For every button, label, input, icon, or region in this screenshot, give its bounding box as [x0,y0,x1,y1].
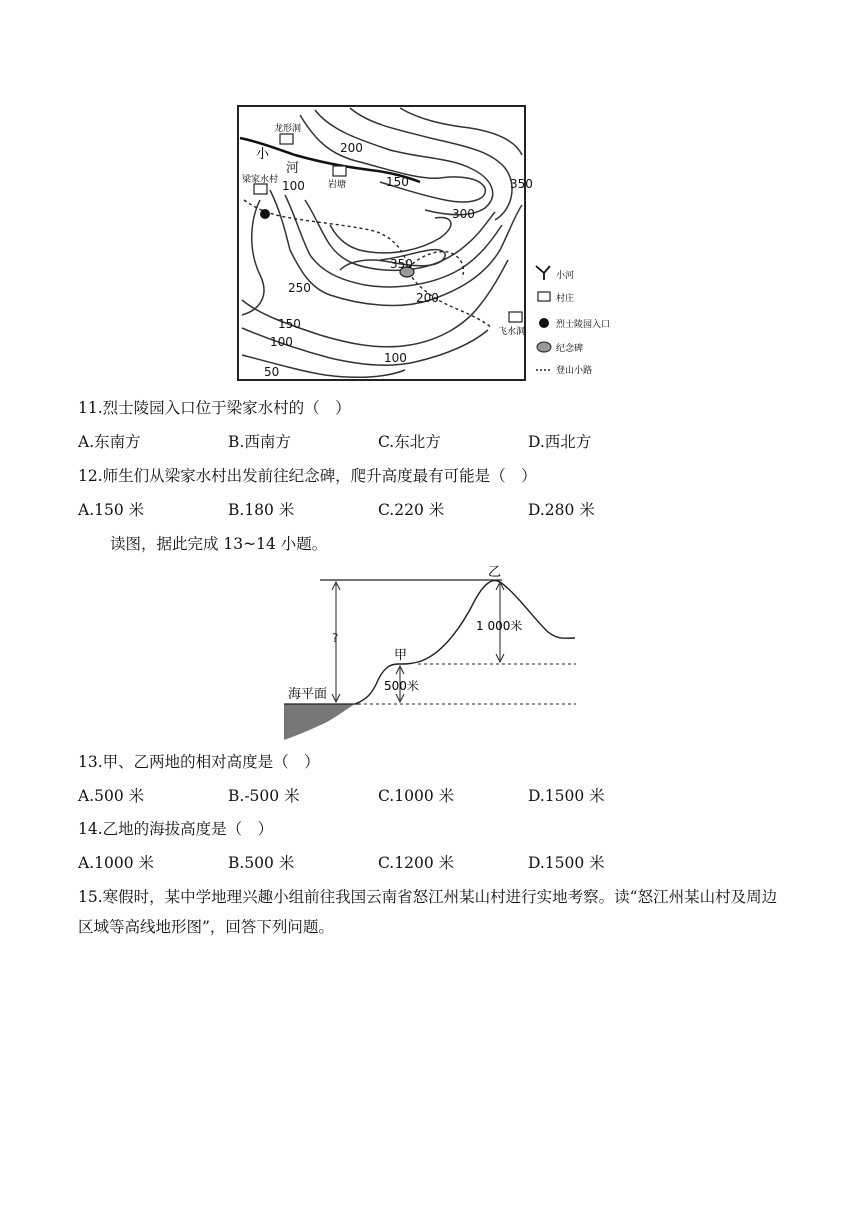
svg-text:200: 200 [340,141,363,155]
contour-line [315,110,493,215]
svg-text:200: 200 [416,291,439,305]
option-c: C.东北方 [378,433,441,451]
question-14-stem: 14.乙地的海拔高度是（ ） [78,820,274,838]
contour-map [230,100,630,386]
question-12-stem: 12.师生们从梁家水村出发前往纪念碑，爬升高度最有可能是（ ） [78,467,537,485]
unknown-height-label: ? [332,631,339,645]
river-icon [536,266,550,280]
option-b: B.-500 米 [228,787,300,805]
legend-label: 烈士陵园入口 [556,320,611,330]
option-c: C.1200 米 [378,854,455,872]
contour-line [400,108,522,155]
option-a: A.1000 米 [78,854,154,872]
mountain-trail [408,252,463,278]
svg-text:100: 100 [270,335,293,349]
question-12-options [78,500,778,520]
option-d: D.西北方 [528,433,592,451]
option-b: B.500 米 [228,854,295,872]
legend-label: 登山小路 [556,366,593,376]
village-label: 岩塘 [328,180,347,190]
reading-intro: 读图，据此完成 13~14 小题。 [110,535,328,553]
svg-text:350: 350 [510,177,533,191]
option-c: C.1000 米 [378,787,455,805]
contour-line [242,200,264,315]
contour-line [350,108,512,220]
option-c: C.220 米 [378,501,445,519]
legend-label: 纪念碑 [556,344,584,354]
svg-text:100: 100 [282,179,305,193]
option-b: B.180 米 [228,501,295,519]
point-label: 甲 [394,648,408,663]
option-b: B.西南方 [228,433,291,451]
option-a: A.500 米 [78,787,145,805]
question-13-stem: 13.甲、乙两地的相对高度是（ ） [78,753,320,771]
village-icon [538,292,550,301]
svg-text:350: 350 [390,257,413,271]
question-13-options [78,786,778,806]
elevation-profile [280,560,580,742]
option-d: D.1500 米 [528,854,605,872]
svg-text:250: 250 [288,281,311,295]
peak-label: 乙 [488,565,502,580]
svg-text:300: 300 [452,207,475,221]
river-label: 河 [286,161,300,176]
svg-text:50: 50 [264,365,280,379]
question-14-options [78,853,778,873]
question-15-stem: 15.寒假时，某中学地理兴趣小组前往我国云南省怒江州某山村进行实地考察。读“怒江州某山村及周边区域等高线地形图”，回答下列问题。 [78,888,778,936]
lower-height-label: 500米 [384,679,419,693]
option-a: A.东南方 [78,433,141,451]
legend-label: 村庄 [556,294,575,304]
village-label: 梁家水村 [242,175,279,185]
svg-text:150: 150 [386,175,409,189]
village-label: 飞水洞 [498,327,526,337]
monument-icon [537,342,551,352]
entrance-icon [539,318,549,328]
river-label: 小 [256,147,270,162]
contour-line [242,260,508,347]
legend-label: 小河 [556,271,575,281]
question-11-options [78,432,778,452]
contour-line [330,217,451,252]
option-a: A.150 米 [78,501,145,519]
sea-water [284,704,355,740]
upper-height-label: 1 000米 [476,619,523,633]
option-d: D.280 米 [528,501,595,519]
svg-text:150: 150 [278,317,301,331]
sea-level-label: 海平面 [288,687,328,702]
question-11-stem: 11.烈士陵园入口位于梁家水村的（ ） [78,399,351,417]
option-d: D.1500 米 [528,787,605,805]
svg-text:100: 100 [384,351,407,365]
village-label: 龙形洞 [274,124,302,134]
map-legend [536,266,610,376]
cemetery-entrance-dot [260,209,270,219]
